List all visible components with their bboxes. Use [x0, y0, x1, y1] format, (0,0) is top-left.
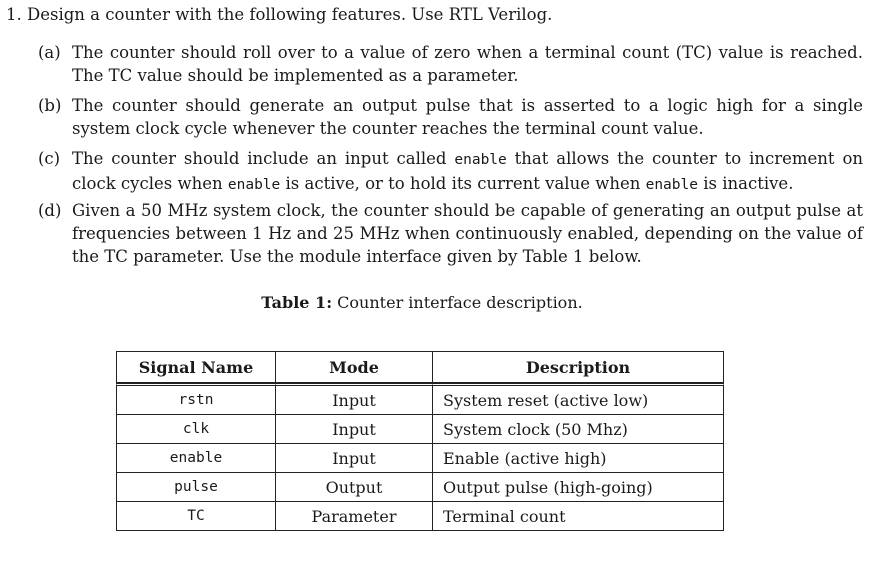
- cell-signal: pulse: [116, 472, 275, 501]
- part-text: The counter should generate an output pulse that is asserted to a logic high for a single system clock cycle whenever the counter reaches the terminal count value.: [72, 96, 863, 138]
- table-caption: [0, 293, 844, 312]
- cell-signal: rstn: [116, 383, 275, 414]
- header-signal-name: Signal Name: [116, 351, 275, 383]
- part-label: (c): [38, 149, 61, 168]
- cell-signal: enable: [116, 443, 275, 472]
- cell-mode: Input: [275, 383, 432, 414]
- cell-description: System reset (active low): [432, 383, 724, 414]
- question-heading: 1. Design a counter with the following features. Use RTL Verilog.: [6, 5, 553, 24]
- part-label: (d): [38, 201, 62, 220]
- cell-description: System clock (50 Mhz): [432, 414, 724, 443]
- code-enable: enable: [454, 152, 507, 168]
- part-d: [38, 199, 863, 268]
- cell-mode: Parameter: [275, 501, 432, 531]
- cell-description: Output pulse (high-going): [432, 472, 724, 501]
- caption-label: Table 1:: [261, 293, 333, 312]
- cell-mode: Input: [275, 414, 432, 443]
- part-label: (b): [38, 96, 62, 115]
- table-row: [116, 383, 724, 414]
- cell-mode: Output: [275, 472, 432, 501]
- part-label: (a): [38, 43, 61, 62]
- table-row: [116, 443, 724, 472]
- text-segment: that allows the counter to increment on clock cycles when: [72, 149, 863, 193]
- cell-mode: Input: [275, 443, 432, 472]
- table-row: [116, 414, 724, 443]
- caption-text: Counter interface description.: [332, 293, 583, 312]
- part-text: [72, 147, 863, 197]
- cell-signal: clk: [116, 414, 275, 443]
- table-row: [116, 501, 724, 531]
- text-segment: The counter should include an input called: [72, 149, 455, 168]
- text-segment: is active, or to hold its current value when: [280, 174, 646, 193]
- interface-table: [116, 351, 724, 531]
- code-enable: enable: [645, 177, 698, 193]
- table-row: [116, 472, 724, 501]
- part-text: The counter should roll over to a value of zero when a terminal count (TC) value is reached. The TC value should be implemented as a parameter.: [72, 43, 863, 85]
- header-description: Description: [432, 351, 724, 383]
- cell-signal: TC: [116, 501, 275, 531]
- cell-description: Terminal count: [432, 501, 724, 531]
- part-text: Given a 50 MHz system clock, the counter should be capable of generating an output pulse at frequencies between 1 Hz and 25 MHz when continuously enabled, depending on the value of the TC parameter. Use the module interface given by Table 1 below.: [72, 201, 863, 266]
- part-a: [38, 41, 863, 87]
- code-enable: enable: [227, 177, 281, 193]
- header-mode: Mode: [275, 351, 432, 383]
- part-b: [38, 94, 863, 140]
- table-header-row: [116, 351, 724, 383]
- cell-description: Enable (active high): [432, 443, 724, 472]
- text-segment: is inactive.: [697, 174, 794, 193]
- part-c: [38, 147, 863, 197]
